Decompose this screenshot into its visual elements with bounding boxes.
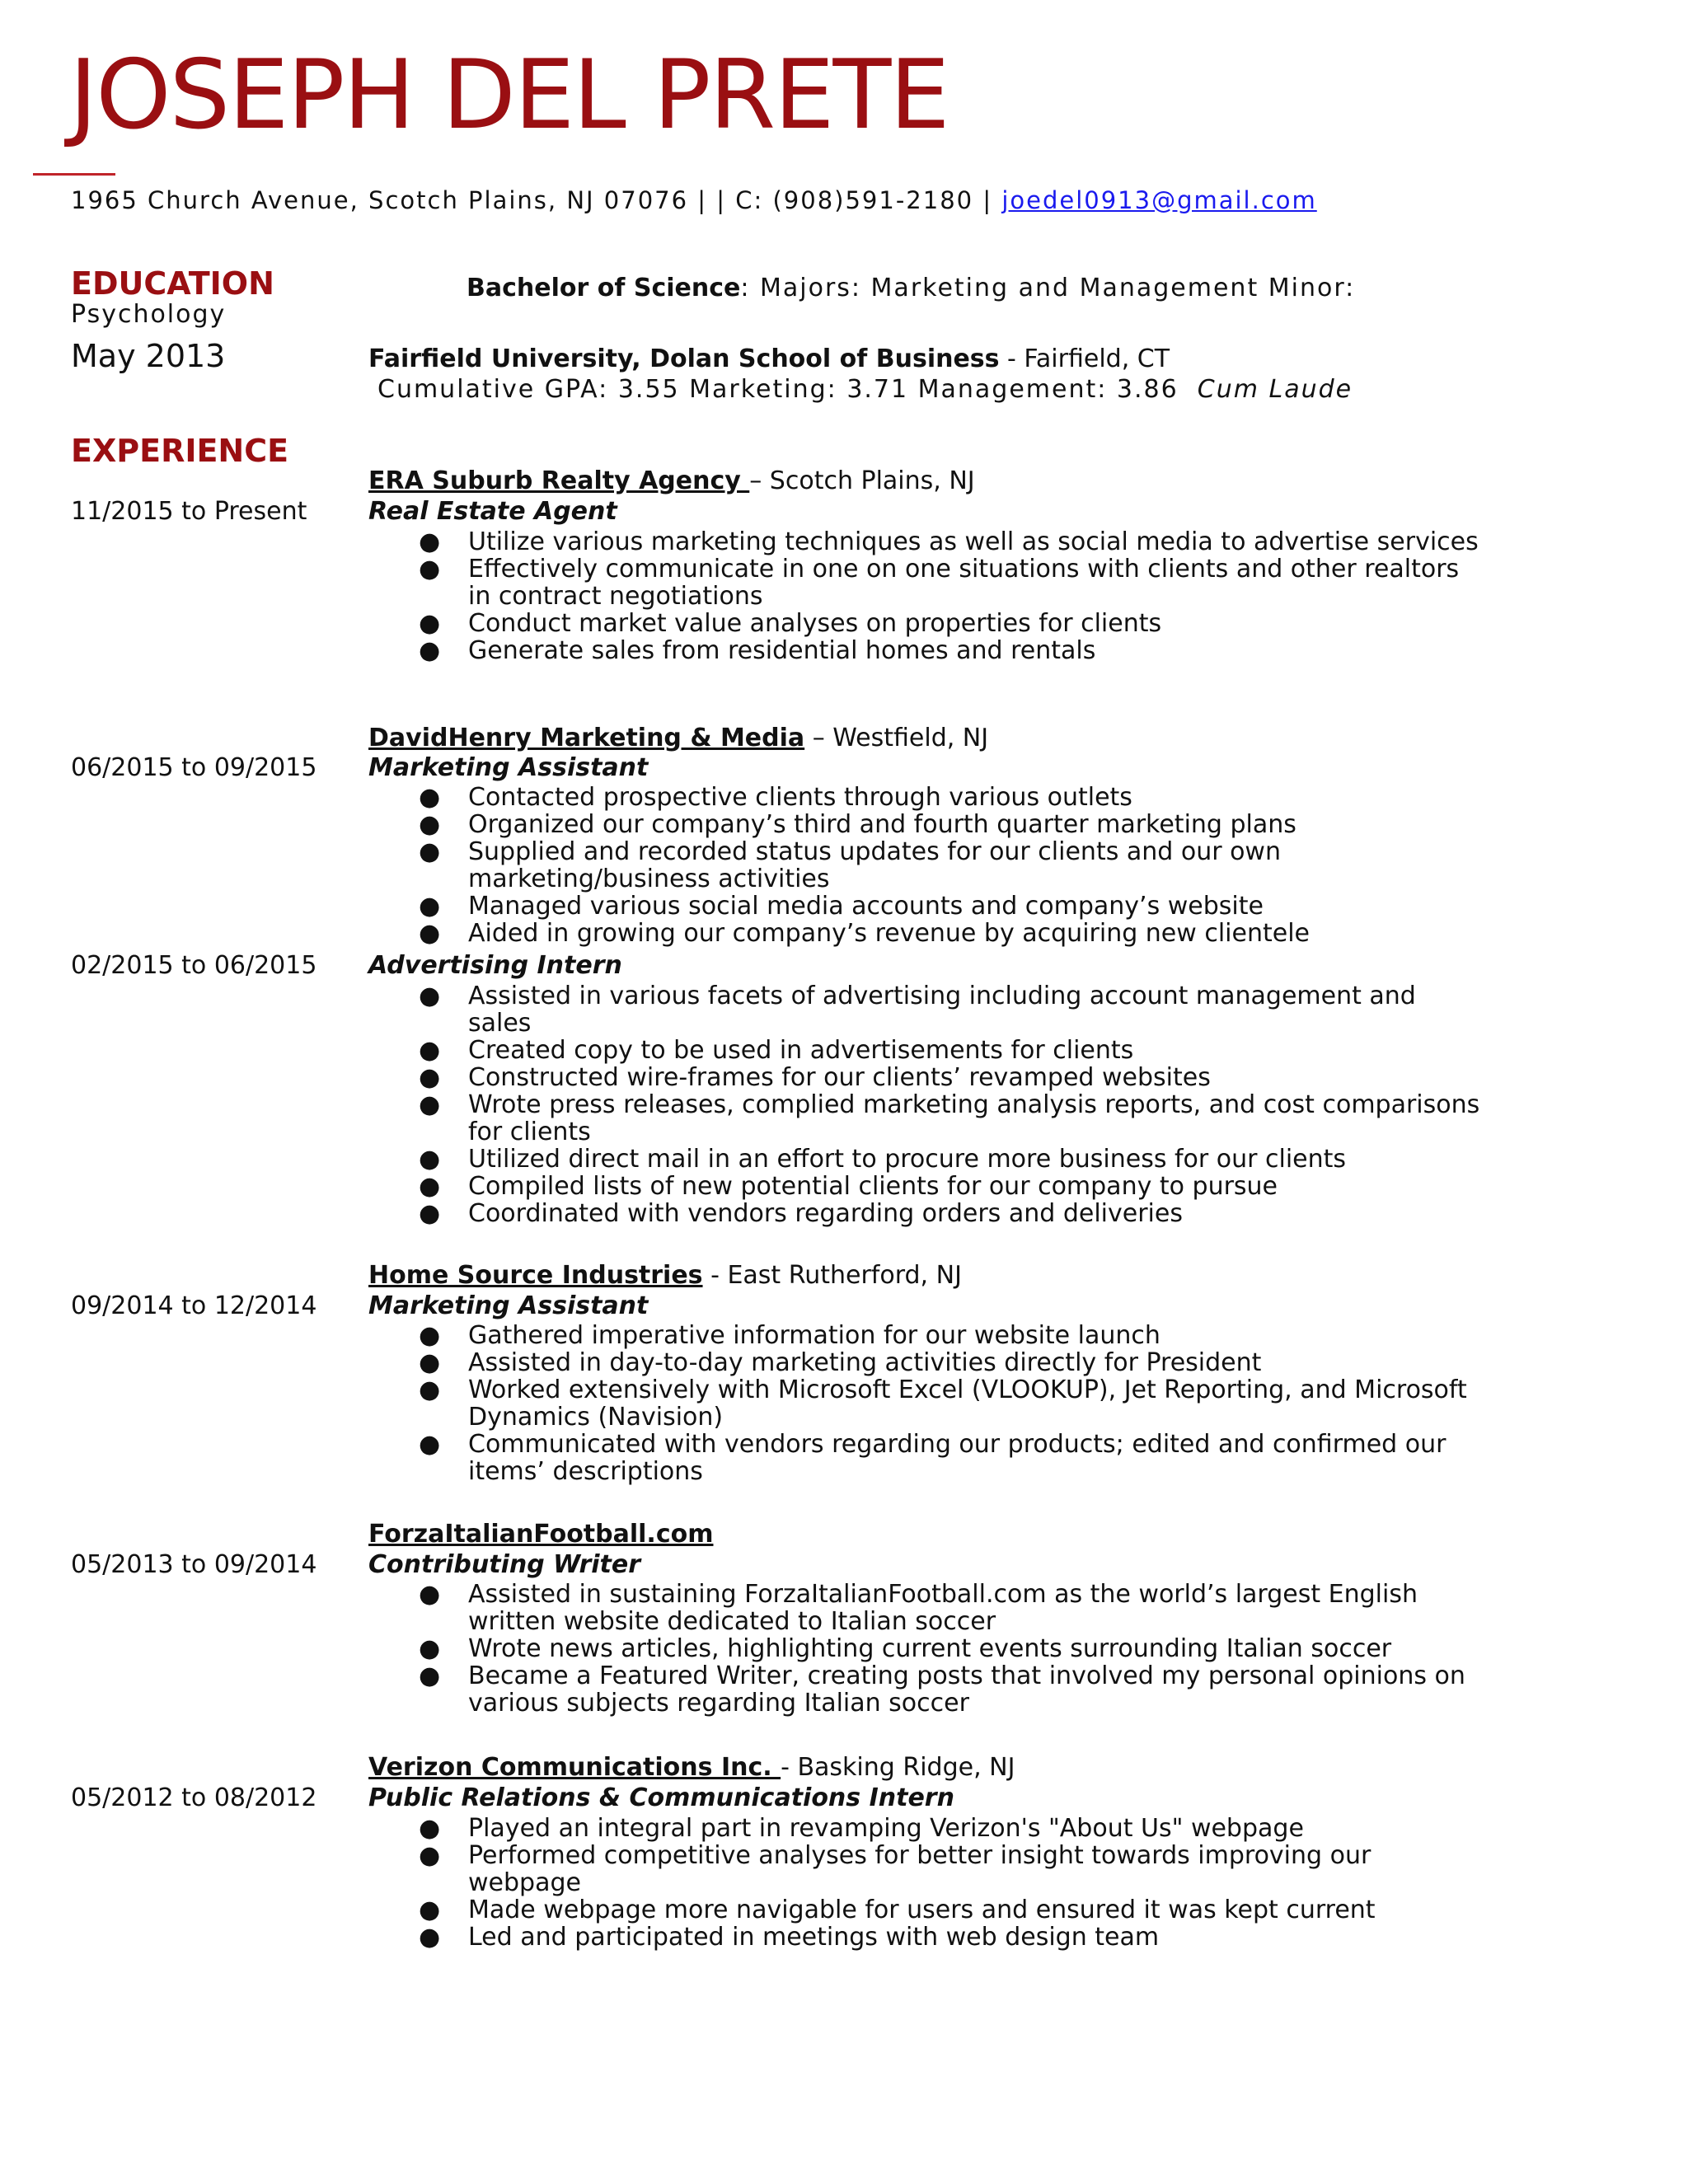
bullet-text: Performed competitive analyses for better insight towards improving our webpage xyxy=(468,1841,1372,1897)
bullet-text: Became a Featured Writer, creating posts that involved my personal opinions on various subjects regarding Italian soccer xyxy=(468,1661,1465,1718)
list-item xyxy=(412,1581,1484,1635)
job-location: - East Rutherford, NJ xyxy=(702,1261,962,1290)
job-location: – Westfield, NJ xyxy=(804,724,989,752)
bullet-text: Assisted in sustaining ForzaItalianFootball.com as the world’s largest English written website dedicated to Italian soccer xyxy=(468,1580,1418,1636)
bullet-text: Wrote press releases, complied marketing analysis reports, and cost comparisons for clients xyxy=(468,1090,1480,1146)
bullet-text: Supplied and recorded status updates for our clients and our own marketing/business activities xyxy=(468,837,1281,893)
job-date: 06/2015 to 09/2015 xyxy=(71,753,317,782)
job-bullets xyxy=(412,528,1484,664)
job-company-line xyxy=(368,724,988,752)
job-date: 09/2014 to 12/2014 xyxy=(71,1291,317,1320)
job-company-line xyxy=(368,466,975,495)
bullet-icon: ● xyxy=(419,1063,441,1092)
bullet-text: Effectively communicate in one on one situations with clients and other realtors in contract negotiations xyxy=(468,555,1460,611)
bullet-icon: ● xyxy=(419,1841,441,1870)
gpa-values: Cumulative GPA: 3.55 Marketing: 3.71 Management: 3.86 xyxy=(377,375,1179,404)
bullet-icon: ● xyxy=(419,1145,441,1174)
bullet-text: Made webpage more navigable for users and ensured it was kept current xyxy=(468,1896,1376,1924)
job-date: 02/2015 to 06/2015 xyxy=(71,951,317,980)
bullet-icon: ● xyxy=(419,1430,441,1459)
job-title: Contributing Writer xyxy=(368,1550,641,1579)
job-company: ERA Suburb Realty Agency xyxy=(368,466,750,495)
job-company-line xyxy=(368,1261,962,1290)
list-item xyxy=(412,1896,1484,1924)
job-date: 05/2012 to 08/2012 xyxy=(71,1783,317,1812)
bullet-text: Assisted in day-to-day marketing activities directly for President xyxy=(468,1348,1262,1377)
list-item xyxy=(412,1924,1484,1951)
contact-text: 1965 Church Avenue, Scotch Plains, NJ 07076 | | C: (908)591-2180 | xyxy=(71,186,1002,214)
bullet-icon: ● xyxy=(419,1814,441,1843)
bullet-text: Utilize various marketing techniques as well as social media to advertise services xyxy=(468,527,1479,556)
bullet-text: Aided in growing our company’s revenue by acquiring new clientele xyxy=(468,919,1310,948)
gpa-line xyxy=(377,375,1353,404)
bullet-text: Managed various social media accounts and company’s website xyxy=(468,892,1264,921)
bullet-text: Generate sales from residential homes and rentals xyxy=(468,636,1096,665)
bullet-icon: ● xyxy=(419,1036,441,1065)
job-bullets xyxy=(412,982,1484,1227)
bullet-icon: ● xyxy=(419,982,441,1010)
job-date: 05/2013 to 09/2014 xyxy=(71,1550,317,1579)
list-item xyxy=(412,1431,1484,1485)
bullet-icon: ● xyxy=(419,1376,441,1404)
school-name: Fairfield University, Dolan School of Business xyxy=(368,344,1000,373)
honors: Cum Laude xyxy=(1197,375,1353,404)
list-item xyxy=(412,1064,1484,1091)
education-date: May 2013 xyxy=(71,338,226,374)
list-item xyxy=(412,1200,1484,1227)
job-location: - Basking Ridge, NJ xyxy=(781,1753,1015,1782)
bullet-icon: ● xyxy=(419,609,441,638)
job-company-line xyxy=(368,1520,713,1549)
bullet-icon: ● xyxy=(419,1661,441,1690)
bullet-icon: ● xyxy=(419,783,441,812)
bullet-text: Contacted prospective clients through various outlets xyxy=(468,783,1132,812)
list-item xyxy=(412,1635,1484,1662)
bullet-text: Played an integral part in revamping Verizon's "About Us" webpage xyxy=(468,1814,1304,1843)
job-company: Verizon Communications Inc. xyxy=(368,1753,781,1782)
list-item xyxy=(412,893,1484,920)
job-title: Real Estate Agent xyxy=(368,497,617,526)
bullet-icon: ● xyxy=(419,1634,441,1663)
list-item xyxy=(412,1037,1484,1064)
job-company: DavidHenry Marketing & Media xyxy=(368,724,805,752)
bullet-text: Created copy to be used in advertisements for clients xyxy=(468,1036,1134,1065)
education-heading: EDUCATION xyxy=(71,265,274,302)
degree-name: Bachelor of Science xyxy=(467,274,741,302)
bullet-text: Communicated with vendors regarding our products; edited and confirmed our items’ descriptions xyxy=(468,1430,1447,1486)
bullet-text: Led and participated in meetings with web design team xyxy=(468,1923,1160,1952)
job-bullets xyxy=(412,1815,1484,1951)
list-item xyxy=(412,838,1484,893)
header-rule xyxy=(33,173,115,176)
applicant-name: JOSEPH DEL PRETE xyxy=(69,40,949,151)
list-item xyxy=(412,1322,1484,1349)
contact-line xyxy=(71,186,1317,214)
job-title: Marketing Assistant xyxy=(368,1291,649,1320)
bullet-icon: ● xyxy=(419,1580,441,1609)
list-item xyxy=(412,1091,1484,1146)
list-item xyxy=(412,528,1484,555)
job-date: 11/2015 to Present xyxy=(71,497,307,526)
job-bullets xyxy=(412,1581,1484,1717)
job-bullets xyxy=(412,1322,1484,1485)
bullet-icon: ● xyxy=(419,892,441,921)
job-bullets xyxy=(412,784,1484,947)
school-location: - Fairfield, CT xyxy=(999,344,1170,373)
list-item xyxy=(412,920,1484,947)
school-line xyxy=(368,344,1170,373)
bullet-icon: ● xyxy=(419,837,441,866)
bullet-text: Worked extensively with Microsoft Excel (VLOOKUP), Jet Reporting, and Microsoft Dynamics (Navision) xyxy=(468,1376,1467,1432)
bullet-icon: ● xyxy=(419,1348,441,1377)
list-item xyxy=(412,784,1484,811)
bullet-text: Wrote news articles, highlighting current events surrounding Italian soccer xyxy=(468,1634,1392,1663)
list-item xyxy=(412,1842,1484,1896)
bullet-icon: ● xyxy=(419,1199,441,1228)
bullet-icon: ● xyxy=(419,636,441,665)
bullet-text: Gathered imperative information for our website launch xyxy=(468,1321,1160,1350)
bullet-icon: ● xyxy=(419,527,441,556)
bullet-icon: ● xyxy=(419,1090,441,1119)
bullet-text: Utilized direct mail in an effort to procure more business for our clients xyxy=(468,1145,1347,1174)
list-item xyxy=(412,637,1484,664)
minor-psychology: Psychology xyxy=(71,300,227,329)
bullet-text: Constructed wire-frames for our clients’ revamped websites xyxy=(468,1063,1211,1092)
bullet-text: Organized our company’s third and fourth quarter marketing plans xyxy=(468,810,1296,839)
list-item xyxy=(412,811,1484,838)
job-company: Home Source Industries xyxy=(368,1261,703,1290)
list-item xyxy=(412,1376,1484,1431)
list-item xyxy=(412,1662,1484,1717)
bullet-text: Conduct market value analyses on properties for clients xyxy=(468,609,1162,638)
bullet-text: Compiled lists of new potential clients for our company to pursue xyxy=(468,1172,1278,1201)
bullet-icon: ● xyxy=(419,1923,441,1952)
list-item xyxy=(412,982,1484,1037)
degree-majors: : Majors: Marketing and Management Minor: xyxy=(740,274,1356,302)
bullet-icon: ● xyxy=(419,1896,441,1924)
bullet-icon: ● xyxy=(419,810,441,839)
bullet-icon: ● xyxy=(419,1172,441,1201)
bullet-text: Coordinated with vendors regarding orders and deliveries xyxy=(468,1199,1183,1228)
degree-line xyxy=(467,274,1355,302)
list-item xyxy=(412,610,1484,637)
list-item xyxy=(412,1173,1484,1200)
email-link[interactable]: joedel0913@gmail.com xyxy=(1001,186,1317,214)
list-item xyxy=(412,1815,1484,1842)
list-item xyxy=(412,1349,1484,1376)
list-item xyxy=(412,555,1484,610)
bullet-icon: ● xyxy=(419,919,441,948)
bullet-icon: ● xyxy=(419,555,441,583)
list-item xyxy=(412,1146,1484,1173)
experience-heading: EXPERIENCE xyxy=(71,433,289,469)
job-company-line xyxy=(368,1753,1015,1782)
job-title: Marketing Assistant xyxy=(368,753,649,782)
job-title: Advertising Intern xyxy=(368,951,622,980)
job-company: ForzaItalianFootball.com xyxy=(368,1520,714,1549)
job-title: Public Relations & Communications Intern xyxy=(368,1783,954,1812)
bullet-text: Assisted in various facets of advertising including account management and sales xyxy=(468,982,1416,1038)
job-location: – Scotch Plains, NJ xyxy=(749,466,975,495)
bullet-icon: ● xyxy=(419,1321,441,1350)
